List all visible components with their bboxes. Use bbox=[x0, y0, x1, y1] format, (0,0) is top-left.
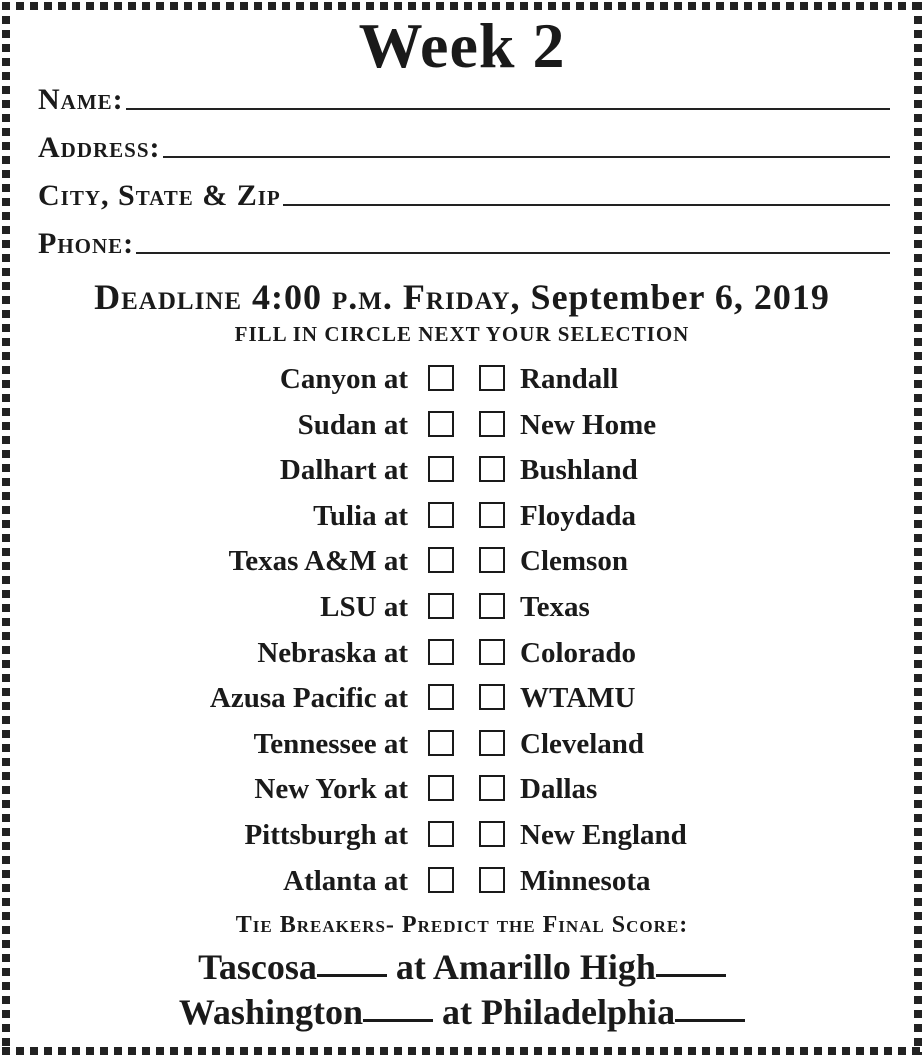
away-pick-checkbox[interactable] bbox=[479, 502, 505, 528]
game-row bbox=[0, 356, 924, 402]
tiebreaker-team2: Amarillo High bbox=[432, 947, 656, 987]
away-team: Randall bbox=[520, 363, 619, 395]
away-team: Bushland bbox=[520, 454, 638, 487]
home-team: Azusa Pacific at bbox=[209, 682, 408, 715]
address-line[interactable] bbox=[163, 156, 890, 158]
city-state-zip-label: City, State & Zip bbox=[38, 179, 281, 212]
away-pick-checkbox[interactable] bbox=[479, 365, 505, 391]
home-pick-checkbox[interactable] bbox=[428, 411, 454, 437]
home-pick-checkbox[interactable] bbox=[428, 365, 454, 391]
border-bottom bbox=[2, 1047, 922, 1055]
tiebreaker-line bbox=[0, 946, 924, 988]
phone-label: Phone: bbox=[38, 227, 135, 260]
home-team: Texas A&M at bbox=[228, 545, 408, 578]
deadline-prefix: Deadline 4:00 p.m. Friday, bbox=[94, 277, 521, 317]
home-team: Tennessee at bbox=[253, 727, 408, 760]
games-list bbox=[0, 356, 924, 903]
away-team: Colorado bbox=[520, 636, 636, 669]
game-row bbox=[0, 766, 924, 812]
city-state-zip-field[interactable] bbox=[38, 172, 890, 212]
tiebreaker-connector: at bbox=[442, 992, 472, 1032]
game-row bbox=[0, 630, 924, 676]
score-blank[interactable] bbox=[656, 974, 726, 977]
away-team: Minnesota bbox=[520, 864, 651, 897]
home-team: New York at bbox=[254, 773, 408, 806]
score-blank[interactable] bbox=[675, 1019, 745, 1022]
game-row bbox=[0, 721, 924, 767]
game-row bbox=[0, 402, 924, 448]
home-team: Nebraska at bbox=[257, 636, 408, 669]
home-pick-checkbox[interactable] bbox=[428, 730, 454, 756]
away-pick-checkbox[interactable] bbox=[479, 821, 505, 847]
page-title: Week 2 bbox=[358, 10, 566, 81]
name-field[interactable] bbox=[38, 76, 890, 116]
home-team: Dalhart at bbox=[279, 454, 408, 487]
tiebreaker-team1: Tascosa bbox=[198, 947, 317, 987]
away-team: New England bbox=[520, 818, 687, 851]
tiebreaker-team1: Washington bbox=[178, 992, 363, 1032]
name-line[interactable] bbox=[126, 108, 890, 110]
game-row bbox=[0, 812, 924, 858]
home-team: Canyon at bbox=[279, 363, 408, 395]
away-pick-checkbox[interactable] bbox=[479, 639, 505, 665]
name-label: Name: bbox=[38, 83, 124, 116]
away-pick-checkbox[interactable] bbox=[479, 456, 505, 482]
home-team: LSU at bbox=[320, 590, 408, 623]
away-team: Floydada bbox=[520, 499, 637, 532]
game-row bbox=[0, 858, 924, 904]
deadline bbox=[0, 274, 924, 320]
game-row bbox=[0, 675, 924, 721]
city-state-zip-line[interactable] bbox=[283, 204, 890, 206]
away-team: New Home bbox=[520, 408, 657, 441]
score-blank[interactable] bbox=[317, 974, 387, 977]
away-team: WTAMU bbox=[520, 682, 636, 715]
away-pick-checkbox[interactable] bbox=[479, 593, 505, 619]
instruction: FILL IN CIRCLE NEXT YOUR SELECTION bbox=[234, 322, 690, 346]
home-team: Tulia at bbox=[313, 499, 408, 532]
game-row bbox=[0, 584, 924, 630]
tiebreaker-line bbox=[0, 991, 924, 1033]
home-team: Atlanta at bbox=[283, 864, 408, 897]
home-pick-checkbox[interactable] bbox=[428, 593, 454, 619]
home-pick-checkbox[interactable] bbox=[428, 775, 454, 801]
away-team: Cleveland bbox=[520, 727, 645, 760]
home-team: Pittsburgh at bbox=[244, 818, 408, 851]
home-team: Sudan at bbox=[297, 408, 408, 441]
away-pick-checkbox[interactable] bbox=[479, 775, 505, 801]
home-pick-checkbox[interactable] bbox=[428, 821, 454, 847]
home-pick-checkbox[interactable] bbox=[428, 547, 454, 573]
tiebreaker-connector: at bbox=[395, 947, 426, 987]
home-pick-checkbox[interactable] bbox=[428, 502, 454, 528]
home-pick-checkbox[interactable] bbox=[428, 456, 454, 482]
home-pick-checkbox[interactable] bbox=[428, 867, 454, 893]
away-pick-checkbox[interactable] bbox=[479, 684, 505, 710]
away-pick-checkbox[interactable] bbox=[479, 411, 505, 437]
phone-field[interactable] bbox=[38, 220, 890, 260]
game-row bbox=[0, 447, 924, 493]
tiebreaker-header: Tie Breakers- Predict the Final Score: bbox=[235, 912, 689, 938]
home-pick-checkbox[interactable] bbox=[428, 684, 454, 710]
away-team: Clemson bbox=[520, 545, 628, 578]
address-label: Address: bbox=[38, 131, 161, 164]
phone-line[interactable] bbox=[136, 252, 890, 254]
away-team: Dallas bbox=[520, 773, 598, 806]
score-blank[interactable] bbox=[363, 1019, 433, 1022]
away-team: Texas bbox=[520, 590, 590, 623]
away-pick-checkbox[interactable] bbox=[479, 730, 505, 756]
game-row bbox=[0, 493, 924, 539]
game-row bbox=[0, 538, 924, 584]
address-field[interactable] bbox=[38, 124, 890, 164]
home-pick-checkbox[interactable] bbox=[428, 639, 454, 665]
away-pick-checkbox[interactable] bbox=[479, 547, 505, 573]
away-pick-checkbox[interactable] bbox=[479, 867, 505, 893]
deadline-date: September 6, 2019 bbox=[530, 277, 830, 317]
tiebreaker-team2: Philadelphia bbox=[481, 992, 676, 1032]
